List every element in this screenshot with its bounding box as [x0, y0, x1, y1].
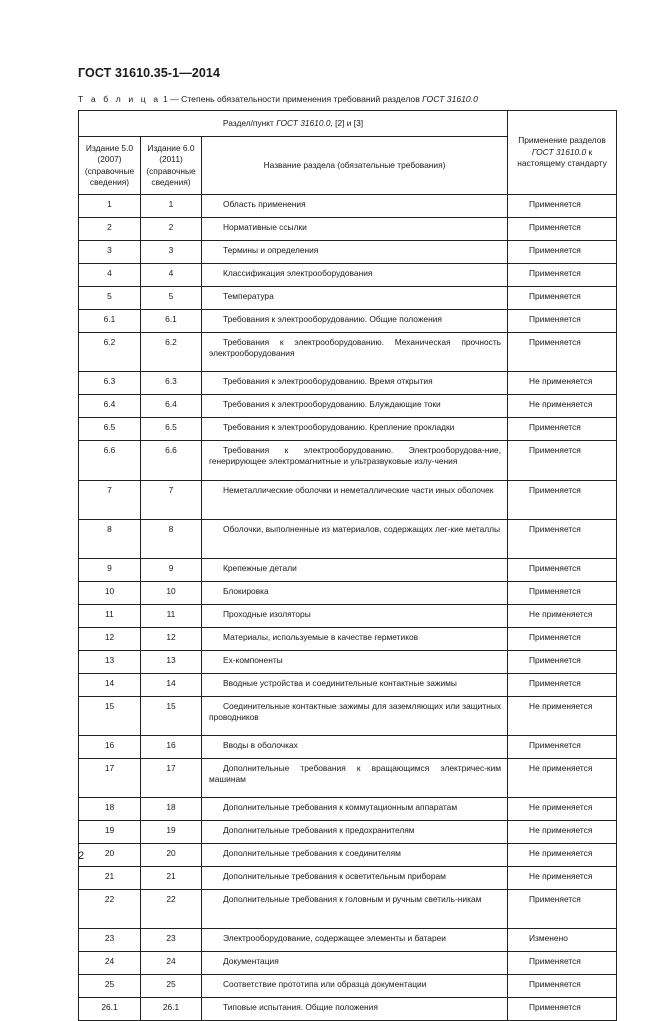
- table-row: [79, 821, 617, 844]
- section-name-text: Документация: [223, 956, 279, 966]
- table-row: [79, 395, 617, 418]
- cell-status: Применяется: [508, 628, 617, 651]
- cell-section-name: [202, 651, 508, 674]
- cell-section-name: [202, 975, 508, 998]
- cell-status: Применяется: [508, 333, 617, 372]
- cell-edition-6: 6.4: [141, 395, 202, 418]
- table-row: [79, 520, 617, 559]
- cell-status: Не применяется: [508, 867, 617, 890]
- cell-section-name: [202, 890, 508, 929]
- cell-status: Не применяется: [508, 605, 617, 628]
- cell-edition-5: 6.5: [79, 418, 141, 441]
- cell-status: Не применяется: [508, 821, 617, 844]
- table-row: [79, 952, 617, 975]
- cell-status: Применяется: [508, 582, 617, 605]
- cell-edition-6: 19: [141, 821, 202, 844]
- table-row: [79, 651, 617, 674]
- cell-edition-5: 19: [79, 821, 141, 844]
- table-row: [79, 975, 617, 998]
- section-name-text: Крепежные детали: [223, 563, 297, 573]
- section-name-text: Термины и определения: [223, 245, 319, 255]
- document-code: ГОСТ 31610.35-1—2014: [78, 66, 221, 80]
- cell-edition-6: 6.5: [141, 418, 202, 441]
- cell-edition-6: 9: [141, 559, 202, 582]
- section-name-text: Классификация электрооборудования: [223, 268, 373, 278]
- section-name-text: Дополнительные требования к осветительным приборам: [223, 871, 446, 881]
- cell-status: Применяется: [508, 559, 617, 582]
- section-name-text: Электрооборудование, содержащее элементы и батареи: [223, 933, 446, 943]
- cell-edition-5: 21: [79, 867, 141, 890]
- section-name-text: Вводные устройства и соединительные контактные зажимы: [223, 678, 457, 688]
- table-row: [79, 241, 617, 264]
- cell-section-name: [202, 195, 508, 218]
- caption-text: Степень обязательности применения требований разделов: [181, 94, 423, 104]
- cell-status: Применяется: [508, 241, 617, 264]
- cell-edition-5: 13: [79, 651, 141, 674]
- section-name-text: Неметаллические оболочки и неметаллические части иных оболочек: [223, 485, 494, 495]
- cell-edition-6: 6.3: [141, 372, 202, 395]
- cell-edition-6: 15: [141, 697, 202, 736]
- cell-status: Применяется: [508, 264, 617, 287]
- table-row: [79, 674, 617, 697]
- table-row: [79, 582, 617, 605]
- table-row: [79, 867, 617, 890]
- cell-section-name: [202, 697, 508, 736]
- cell-edition-6: 10: [141, 582, 202, 605]
- table-row: [79, 844, 617, 867]
- cell-edition-5: 4: [79, 264, 141, 287]
- cell-edition-5: 20: [79, 844, 141, 867]
- cell-edition-5: 26.1: [79, 998, 141, 1021]
- sections-table: [78, 110, 617, 1021]
- cell-section-name: [202, 372, 508, 395]
- cell-section-name: [202, 520, 508, 559]
- cell-section-name: [202, 582, 508, 605]
- cell-edition-5: 15: [79, 697, 141, 736]
- cell-status: Не применяется: [508, 372, 617, 395]
- header-apply: Применение разделов ГОСТ 31610.0 к настоящему стандарту: [508, 111, 617, 195]
- header-section-name: Название раздела (обязательные требования): [202, 137, 508, 195]
- caption-label: Т а б л и ц а: [78, 94, 161, 104]
- section-name-text: Соответствие прототипа или образца документации: [223, 979, 427, 989]
- cell-status: Применяется: [508, 674, 617, 697]
- cell-edition-5: 16: [79, 736, 141, 759]
- cell-edition-6: 22: [141, 890, 202, 929]
- cell-edition-5: 18: [79, 798, 141, 821]
- table-body: [79, 195, 617, 1021]
- cell-edition-5: 14: [79, 674, 141, 697]
- cell-section-name: [202, 628, 508, 651]
- table-row: [79, 890, 617, 929]
- section-name-text: Блокировка: [223, 586, 269, 596]
- cell-edition-6: 11: [141, 605, 202, 628]
- cell-edition-6: 1: [141, 195, 202, 218]
- section-name-text: Дополнительные требования к головным и ручным светиль-никам: [223, 894, 482, 904]
- cell-edition-5: 12: [79, 628, 141, 651]
- section-name-text: Температура: [223, 291, 274, 301]
- table-row: [79, 736, 617, 759]
- section-name-text: Требования к электрооборудованию. Общие положения: [223, 314, 442, 324]
- cell-section-name: [202, 287, 508, 310]
- section-name-text: Область применения: [223, 199, 306, 209]
- cell-section-name: [202, 264, 508, 287]
- table-row: [79, 218, 617, 241]
- table-row: [79, 605, 617, 628]
- cell-section-name: [202, 241, 508, 264]
- section-name-text: Дополнительные требования к коммутационным аппаратам: [223, 802, 458, 812]
- table-row: [79, 798, 617, 821]
- cell-edition-6: 18: [141, 798, 202, 821]
- cell-section-name: [202, 441, 508, 481]
- cell-status: Изменено: [508, 929, 617, 952]
- cell-edition-5: 2: [79, 218, 141, 241]
- cell-section-name: [202, 952, 508, 975]
- section-name-text: Вводы в оболочках: [223, 740, 298, 750]
- cell-edition-5: 7: [79, 481, 141, 520]
- cell-edition-5: 6.6: [79, 441, 141, 481]
- table-row: [79, 264, 617, 287]
- cell-section-name: [202, 998, 508, 1021]
- cell-status: Применяется: [508, 520, 617, 559]
- section-name-text: Проходные изоляторы: [223, 609, 311, 619]
- table-row: [79, 333, 617, 372]
- cell-edition-6: 5: [141, 287, 202, 310]
- cell-status: Применяется: [508, 975, 617, 998]
- cell-status: Применяется: [508, 998, 617, 1021]
- cell-edition-5: 6.1: [79, 310, 141, 333]
- cell-section-name: [202, 333, 508, 372]
- table-row: [79, 628, 617, 651]
- cell-edition-6: 3: [141, 241, 202, 264]
- section-name-text: Соединительные контактные зажимы для заземляющих или защитных проводников: [209, 701, 502, 722]
- cell-status: Применяется: [508, 481, 617, 520]
- cell-edition-5: 17: [79, 759, 141, 798]
- cell-edition-6: 4: [141, 264, 202, 287]
- cell-status: Не применяется: [508, 798, 617, 821]
- section-name-text: Ex-компоненты: [223, 655, 283, 665]
- cell-edition-6: 24: [141, 952, 202, 975]
- cell-section-name: [202, 821, 508, 844]
- cell-section-name: [202, 929, 508, 952]
- cell-edition-5: 3: [79, 241, 141, 264]
- cell-edition-5: 9: [79, 559, 141, 582]
- table-row: [79, 418, 617, 441]
- section-name-text: Дополнительные требования к соединителям: [223, 848, 401, 858]
- cell-edition-5: 24: [79, 952, 141, 975]
- section-name-text: Требования к электрооборудованию. Электрооборудова-ние, генерирующее электромагнитные и ультразвуковые излу-чения: [209, 445, 502, 466]
- table-row: [79, 998, 617, 1021]
- header-group: Раздел/пункт ГОСТ 31610.0, [2] и [3]: [79, 111, 508, 137]
- cell-status: Не применяется: [508, 697, 617, 736]
- section-name-text: Требования к электрооборудованию. Крепление прокладки: [223, 422, 455, 432]
- cell-edition-6: 8: [141, 520, 202, 559]
- cell-edition-5: 5: [79, 287, 141, 310]
- section-name-text: Требования к электрооборудованию. Блуждающие токи: [223, 399, 441, 409]
- cell-status: Применяется: [508, 441, 617, 481]
- section-name-text: Дополнительные требования к предохранителям: [223, 825, 415, 835]
- cell-status: Не применяется: [508, 759, 617, 798]
- cell-section-name: [202, 844, 508, 867]
- cell-edition-6: 14: [141, 674, 202, 697]
- table-caption: [78, 94, 478, 104]
- table-row: [79, 287, 617, 310]
- cell-edition-5: 1: [79, 195, 141, 218]
- cell-status: Применяется: [508, 218, 617, 241]
- section-name-text: Материалы, используемые в качестве герметиков: [223, 632, 419, 642]
- cell-edition-6: 17: [141, 759, 202, 798]
- cell-section-name: [202, 605, 508, 628]
- cell-edition-6: 2: [141, 218, 202, 241]
- cell-edition-6: 6.6: [141, 441, 202, 481]
- cell-status: Применяется: [508, 418, 617, 441]
- cell-section-name: [202, 674, 508, 697]
- cell-status: Применяется: [508, 890, 617, 929]
- cell-edition-5: 23: [79, 929, 141, 952]
- cell-edition-6: 20: [141, 844, 202, 867]
- cell-edition-6: 23: [141, 929, 202, 952]
- cell-edition-5: 6.4: [79, 395, 141, 418]
- table-row: [79, 929, 617, 952]
- table-row: [79, 697, 617, 736]
- cell-section-name: [202, 481, 508, 520]
- cell-status: Применяется: [508, 952, 617, 975]
- cell-edition-6: 7: [141, 481, 202, 520]
- section-name-text: Требования к электрооборудованию. Механическая прочность электрооборудования: [209, 337, 502, 358]
- cell-section-name: [202, 798, 508, 821]
- header-edition-6: Издание 6.0 (2011) (справочные сведения): [141, 137, 202, 195]
- table-row: [79, 759, 617, 798]
- cell-edition-6: 13: [141, 651, 202, 674]
- table-row: [79, 195, 617, 218]
- cell-edition-6: 26.1: [141, 998, 202, 1021]
- cell-edition-6: 21: [141, 867, 202, 890]
- cell-edition-5: 22: [79, 890, 141, 929]
- cell-edition-5: 10: [79, 582, 141, 605]
- cell-edition-5: 6.3: [79, 372, 141, 395]
- cell-status: Не применяется: [508, 395, 617, 418]
- cell-edition-5: 8: [79, 520, 141, 559]
- cell-edition-6: 25: [141, 975, 202, 998]
- cell-section-name: [202, 418, 508, 441]
- table-row: [79, 559, 617, 582]
- section-name-text: Требования к электрооборудованию. Время открытия: [223, 376, 433, 386]
- section-name-text: Типовые испытания. Общие положения: [223, 1002, 378, 1012]
- cell-section-name: [202, 395, 508, 418]
- cell-edition-6: 16: [141, 736, 202, 759]
- cell-status: Применяется: [508, 310, 617, 333]
- cell-edition-6: 6.1: [141, 310, 202, 333]
- cell-section-name: [202, 559, 508, 582]
- cell-status: Применяется: [508, 195, 617, 218]
- table-row: [79, 310, 617, 333]
- cell-edition-5: 25: [79, 975, 141, 998]
- cell-section-name: [202, 218, 508, 241]
- page-number: 2: [78, 850, 85, 862]
- table-row: [79, 441, 617, 481]
- cell-edition-6: 6.2: [141, 333, 202, 372]
- cell-status: Применяется: [508, 287, 617, 310]
- cell-edition-5: 6.2: [79, 333, 141, 372]
- section-name-text: Оболочки, выполненные из материалов, содержащих лег-кие металлы: [223, 524, 501, 534]
- cell-section-name: [202, 759, 508, 798]
- cell-section-name: [202, 867, 508, 890]
- cell-edition-5: 11: [79, 605, 141, 628]
- caption-ref: ГОСТ 31610.0: [422, 94, 478, 104]
- cell-status: Применяется: [508, 736, 617, 759]
- table-row: [79, 481, 617, 520]
- cell-status: Применяется: [508, 651, 617, 674]
- header-edition-5: Издание 5.0 (2007) (справочные сведения): [79, 137, 141, 195]
- cell-status: Не применяется: [508, 844, 617, 867]
- cell-edition-6: 12: [141, 628, 202, 651]
- table-row: [79, 372, 617, 395]
- caption-number: 1 —: [160, 94, 182, 104]
- cell-section-name: [202, 310, 508, 333]
- section-name-text: Нормативные ссылки: [223, 222, 307, 232]
- cell-section-name: [202, 736, 508, 759]
- section-name-text: Дополнительные требования к вращающимся электричес-ким машинам: [209, 763, 502, 784]
